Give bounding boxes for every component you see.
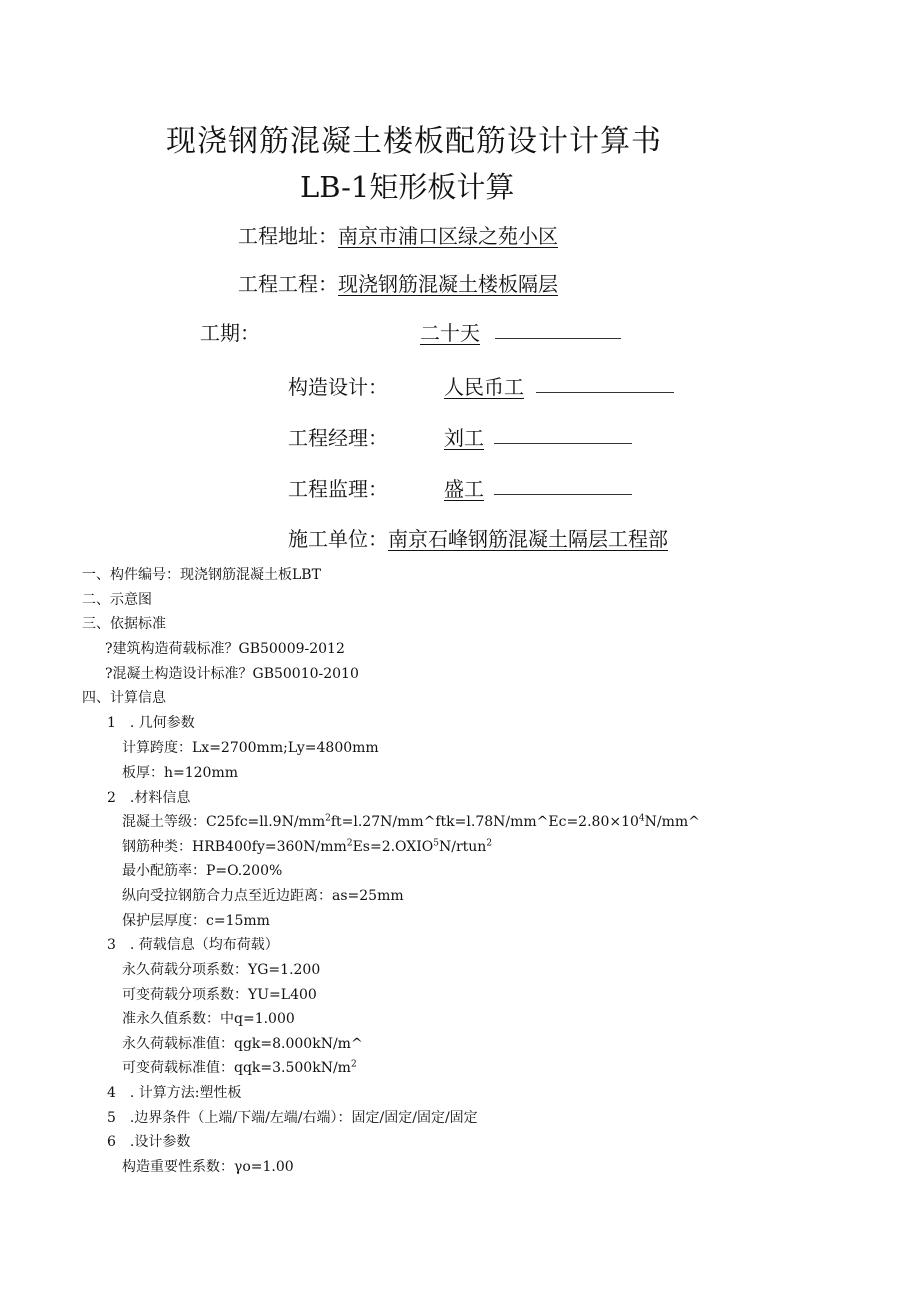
- superscript: 2: [350, 1059, 357, 1070]
- quasi-permanent-coefficient: 准永久值系数：中q=1.000: [122, 1011, 295, 1027]
- standard-concrete-code: ?混凝土构造设计标准？GB50010-2010: [105, 666, 359, 682]
- address-value: 南京市浦口区绿之苑小区: [338, 224, 558, 248]
- design-label: 构造设计：: [288, 375, 388, 399]
- variable-load-factor: 可变荷载分项系数：YU=L400: [122, 987, 317, 1003]
- subsection-calc-method: 4 . 计算方法:塑性板: [107, 1085, 242, 1101]
- address-field: [238, 220, 558, 249]
- design-blank-line: [536, 391, 674, 393]
- project-field: [238, 268, 558, 297]
- importance-coefficient: 构造重要性系数：γo=1.00: [122, 1159, 294, 1175]
- rebar-type: [122, 838, 492, 856]
- period-blank-line: [495, 337, 621, 339]
- superscript: 2: [346, 838, 353, 849]
- superscript: 4: [638, 813, 645, 824]
- address-label: 工程地址：: [238, 224, 338, 248]
- cover-thickness: 保护层厚度：c=15mm: [122, 913, 270, 929]
- slab-thickness: 板厚：h=120mm: [122, 765, 239, 781]
- permanent-load-standard: 永久荷载标准值：qgk=8.000kN∕m^: [122, 1036, 363, 1052]
- concrete-grade-part1: 混凝土等级：C25fc=ll.9N∕mm: [122, 814, 326, 830]
- subsection-material: 2 .材料信息: [107, 790, 191, 806]
- supervisor-blank-line: [494, 493, 632, 495]
- manager-value: 刘工: [444, 426, 484, 450]
- concrete-grade: [122, 813, 700, 831]
- concrete-grade-part3: N∕mm^: [644, 814, 700, 830]
- manager-blank-line: [494, 442, 632, 444]
- rebar-edge-distance: 纵向受拉钢筋合力点至近边距离：as=25mm: [122, 888, 404, 904]
- subsection-design-params: 6 .设计参数: [107, 1134, 191, 1150]
- superscript: 2: [325, 813, 331, 824]
- subsection-load: 3 . 荷载信息（均布荷载）: [107, 937, 279, 953]
- period-value: 二十天: [420, 321, 480, 345]
- superscript: 5: [433, 838, 439, 849]
- subsection-geometry: 1 . 几何参数: [107, 715, 195, 731]
- concrete-grade-part2: ft=l.27N∕mm^ftk=l.78N∕mm^Ec=2.80×10: [330, 814, 639, 830]
- rebar-type-part2: Es=2.OXIO: [352, 839, 434, 855]
- min-reinforcement-ratio: 最小配筋率：P=O.200%: [122, 863, 283, 879]
- document-subtitle: LB-1矩形板计算: [300, 170, 515, 204]
- project-label: 工程工程：: [238, 272, 338, 296]
- section-calc-info: 四、计算信息: [82, 690, 166, 706]
- period-label: 工期：: [200, 321, 260, 345]
- design-value: 人民币工: [444, 375, 524, 399]
- unit-label: 施工单位：: [288, 527, 388, 551]
- standard-load-code: ?建筑构造荷载标准？GB50009-2012: [105, 641, 345, 657]
- section-standards: 三、依据标准: [82, 616, 166, 632]
- supervisor-value: 盛工: [444, 477, 484, 501]
- rebar-type-part1: 钢筋种类：HRB400fy=360N∕mm: [122, 839, 347, 855]
- subsection-boundary: 5 .边界条件（上端/下端/左端/右端）：固定/固定/固定/固定: [107, 1110, 478, 1126]
- calc-span: 计算跨度：Lx=2700mm;Ly=4800mm: [122, 740, 379, 756]
- superscript: 2: [486, 838, 493, 849]
- document-title: 现浇钢筋混凝土楼板配筋设计计算书: [166, 124, 662, 159]
- variable-load-standard: [122, 1059, 357, 1077]
- section-component-id: 一、构件编号：现浇钢筋混凝土板LBT: [82, 567, 321, 583]
- unit-field: [288, 523, 668, 552]
- section-diagram: 二、示意图: [82, 592, 152, 608]
- rebar-type-part3: N∕rtun: [439, 839, 487, 855]
- unit-value: 南京石峰钢筋混凝土隔层工程部: [388, 527, 668, 551]
- variable-load-standard-text: 可变荷载标准值：qqk=3.500kN∕m: [122, 1060, 351, 1076]
- supervisor-label: 工程监理：: [288, 477, 388, 501]
- manager-label: 工程经理：: [288, 426, 388, 450]
- permanent-load-factor: 永久荷载分项系数：YG=1.200: [122, 962, 321, 978]
- project-value: 现浇钢筋混凝土楼板隔层: [338, 272, 558, 296]
